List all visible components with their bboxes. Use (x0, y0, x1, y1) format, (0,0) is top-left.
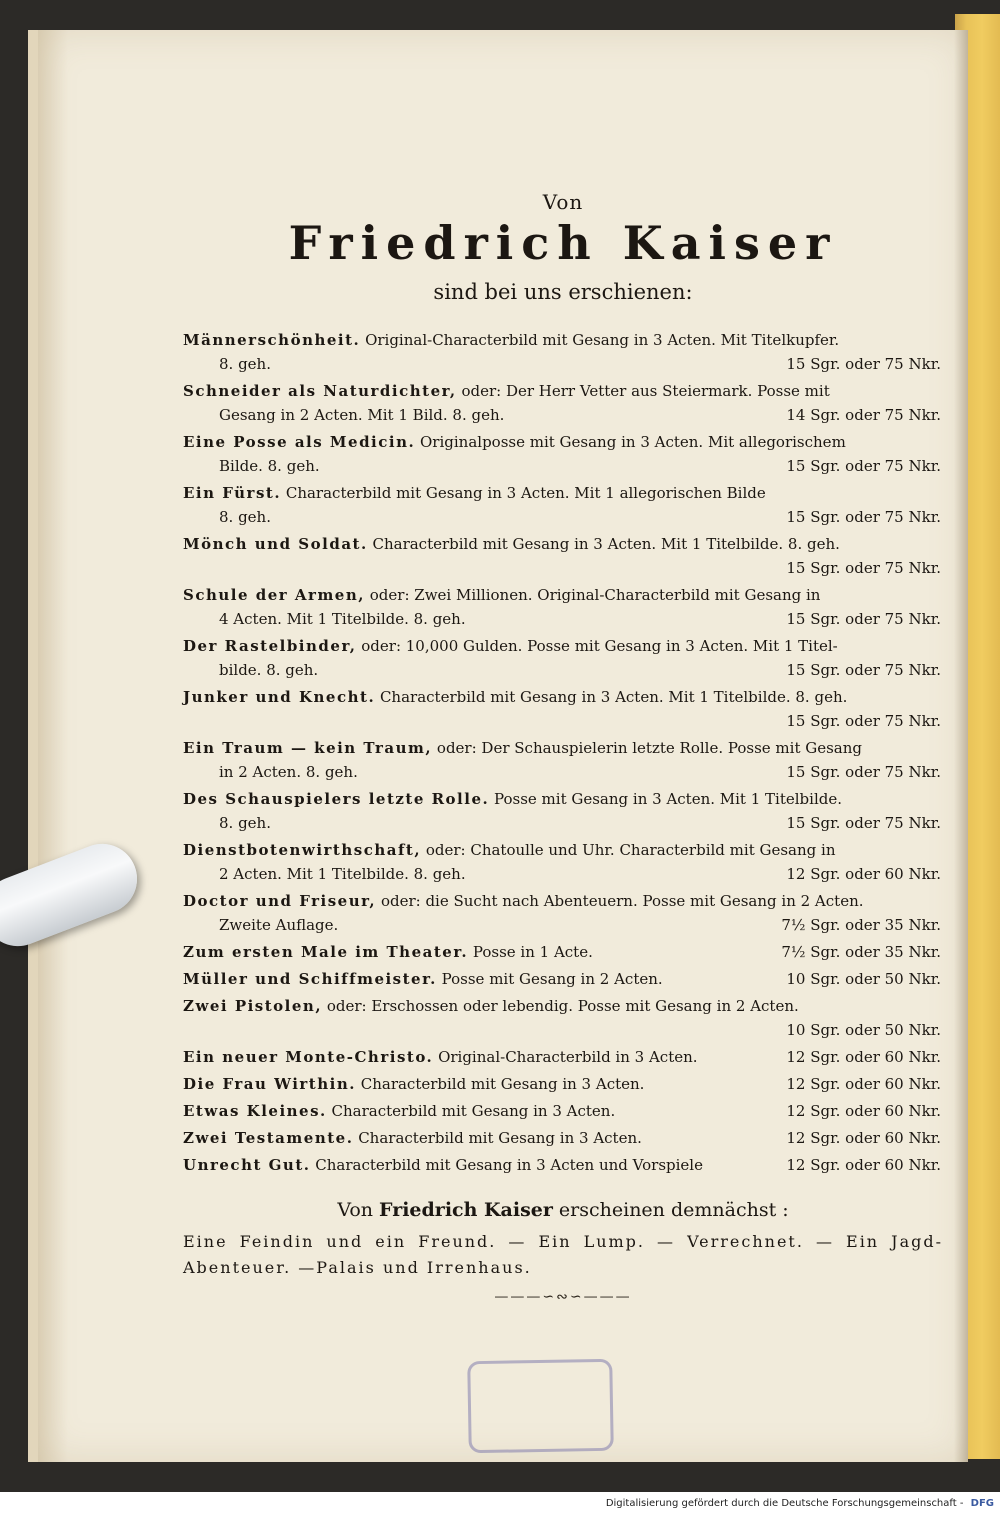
entry-title: Doctor und Friseur, (183, 892, 377, 910)
entry-continuation (183, 454, 943, 478)
entry-continuation-text: 8. geh. (219, 508, 271, 526)
forthcoming-titles: Eine Feindin und ein Freund. — Ein Lump. — Verrechnet. — Ein Jagd-Abenteuer. —Palais und Irrenhaus. (183, 1232, 943, 1277)
publication-entry (183, 481, 943, 529)
publication-entry (183, 430, 943, 478)
entry-title: Ein neuer Monte-Christo. (183, 1048, 434, 1066)
publication-entry (183, 379, 943, 427)
entry-continuation-text: 4 Acten. Mit 1 Titelbilde. 8. geh. (219, 610, 466, 628)
entry-line (183, 994, 943, 1018)
forthcoming-prefix: Von (337, 1199, 373, 1221)
entry-title: Der Rastelbinder, (183, 637, 357, 655)
entry-line (183, 328, 943, 352)
publication-entry (183, 1126, 943, 1150)
entry-title: Etwas Kleines. (183, 1102, 327, 1120)
publication-entry (183, 838, 943, 886)
entry-description: Original-Characterbild mit Gesang in 3 Acten. Mit Titelkupfer. (365, 331, 840, 349)
entry-line (183, 532, 943, 556)
publication-entry (183, 685, 943, 733)
entry-price: 15 Sgr. oder 75 Nkr. (786, 763, 941, 781)
entry-line (183, 889, 943, 913)
entry-line (183, 481, 943, 505)
entry-title: Schneider als Naturdichter, (183, 382, 457, 400)
entry-text (183, 1099, 786, 1123)
entry-title: Müller und Schiffmeister. (183, 970, 437, 988)
entry-description: Characterbild mit Gesang in 3 Acten. (358, 1129, 642, 1147)
publication-entry (183, 967, 943, 991)
entry-description: Characterbild mit Gesang in 3 Acten. (360, 1075, 645, 1093)
digitization-footer (0, 1492, 1000, 1515)
entry-description: oder: Chatoulle und Uhr. Characterbild mit Gesang in (425, 841, 836, 859)
entry-continuation-text: Bilde. 8. geh. (219, 457, 320, 475)
entry-price: 14 Sgr. oder 75 Nkr. (786, 406, 941, 424)
forthcoming-suffix: erscheinen demnächst : (558, 1199, 789, 1221)
entry-description: oder: die Sucht nach Abenteuern. Posse mit Gesang in 2 Acten. (380, 892, 864, 910)
entry-price: 10 Sgr. oder 50 Nkr. (786, 1021, 941, 1039)
entry-continuation (183, 862, 943, 886)
entry-price: 12 Sgr. oder 60 Nkr. (786, 865, 941, 883)
entry-line (183, 940, 943, 964)
entry-price: 15 Sgr. oder 75 Nkr. (786, 814, 941, 832)
ornament-divider: ———∽∾∽——— (494, 1289, 632, 1305)
entry-continuation (183, 658, 943, 682)
entry-title: Dienstbotenwirthschaft, (183, 841, 422, 859)
entry-continuation (183, 913, 943, 937)
publication-entry (183, 532, 943, 580)
author-name: Friedrich Kaiser (288, 216, 838, 270)
library-stamp (467, 1359, 614, 1454)
publication-entry (183, 583, 943, 631)
entry-description: oder: Zwei Millionen. Original-Characterbild mit Gesang in (369, 586, 821, 604)
book-page (28, 30, 968, 1462)
entry-title: Ein Traum — kein Traum, (183, 739, 433, 757)
entry-line (183, 787, 943, 811)
footer-text: Digitalisierung gefördert durch die Deutsche Forschungsgemeinschaft - (605, 1498, 964, 1509)
entry-description: Posse mit Gesang in 3 Acten. Mit 1 Titelbilde. (494, 790, 842, 808)
entry-price: 7½ Sgr. oder 35 Nkr. (781, 943, 941, 961)
entry-continuation (183, 403, 943, 427)
entry-title: Ein Fürst. (183, 484, 282, 502)
entry-continuation-text: 2 Acten. Mit 1 Titelbilde. 8. geh. (219, 865, 466, 883)
forthcoming-heading (183, 1199, 943, 1221)
entry-continuation (183, 709, 943, 733)
publication-entry (183, 787, 943, 835)
page-binding-shadow (954, 30, 968, 1462)
entry-title: Männerschönheit. (183, 331, 361, 349)
entry-continuation-text: Gesang in 2 Acten. Mit 1 Bild. 8. geh. (219, 406, 505, 424)
entry-price: 15 Sgr. oder 75 Nkr. (786, 661, 941, 679)
entry-text (183, 1045, 786, 1069)
entry-price: 12 Sgr. oder 60 Nkr. (786, 1048, 941, 1066)
entry-line (183, 685, 943, 709)
entry-line (183, 1099, 943, 1123)
entry-text (183, 1126, 786, 1150)
entry-continuation (183, 607, 943, 631)
publication-entry (183, 328, 943, 376)
entry-description: Characterbild mit Gesang in 3 Acten und Vorspiele (315, 1156, 703, 1174)
entry-title: Unrecht Gut. (183, 1156, 311, 1174)
entry-price: 12 Sgr. oder 60 Nkr. (786, 1156, 941, 1174)
entry-description: oder: Der Herr Vetter aus Steiermark. Posse mit (461, 382, 830, 400)
entry-price: 7½ Sgr. oder 35 Nkr. (781, 916, 941, 934)
publication-entry (183, 1099, 943, 1123)
entry-title: Mönch und Soldat. (183, 535, 368, 553)
entry-price: 12 Sgr. oder 60 Nkr. (786, 1075, 941, 1093)
entry-line (183, 838, 943, 862)
entry-line (183, 736, 943, 760)
publication-entry (183, 1045, 943, 1069)
entry-continuation (183, 352, 943, 376)
entry-title: Schule der Armen, (183, 586, 365, 604)
entry-price: 10 Sgr. oder 50 Nkr. (786, 970, 941, 988)
entry-line (183, 583, 943, 607)
entry-line (183, 379, 943, 403)
entry-title: Des Schauspielers letzte Rolle. (183, 790, 490, 808)
entry-line (183, 1072, 943, 1096)
entry-text (183, 940, 781, 964)
entry-continuation-text: Zweite Auflage. (219, 916, 339, 934)
entry-description: Posse in 1 Acte. (472, 943, 593, 961)
entry-description: Posse mit Gesang in 2 Acten. (441, 970, 663, 988)
publication-entry (183, 1072, 943, 1096)
entry-title: Eine Posse als Medicin. (183, 433, 416, 451)
publication-entry (183, 736, 943, 784)
page-content (183, 150, 943, 1305)
von-heading: Von (542, 190, 584, 214)
entry-line (183, 1126, 943, 1150)
entry-title: Zwei Testamente. (183, 1129, 354, 1147)
entry-description: Originalposse mit Gesang in 3 Acten. Mit allegorischem (420, 433, 846, 451)
entry-description: oder: 10,000 Gulden. Posse mit Gesang in 3 Acten. Mit 1 Titel- (361, 637, 838, 655)
entry-continuation-text: 8. geh. (219, 355, 271, 373)
entry-line (183, 634, 943, 658)
publication-list (183, 328, 943, 1177)
entry-continuation-text: in 2 Acten. 8. geh. (219, 763, 358, 781)
entry-continuation (183, 1018, 943, 1042)
entry-title: Junker und Knecht. (183, 688, 376, 706)
entry-price: 15 Sgr. oder 75 Nkr. (786, 610, 941, 628)
forthcoming-author: Friedrich Kaiser (379, 1199, 553, 1221)
entry-continuation (183, 760, 943, 784)
entry-price: 12 Sgr. oder 60 Nkr. (786, 1102, 941, 1120)
subtitle: sind bei uns erschienen: (433, 280, 693, 304)
entry-title: Zwei Pistolen, (183, 997, 323, 1015)
entry-text (183, 967, 786, 991)
entry-price: 15 Sgr. oder 75 Nkr. (786, 712, 941, 730)
entry-description: Original-Characterbild in 3 Acten. (438, 1048, 698, 1066)
entry-continuation-text: bilde. 8. geh. (219, 661, 319, 679)
publication-entry (183, 1153, 943, 1177)
entry-price: 15 Sgr. oder 75 Nkr. (786, 508, 941, 526)
entry-description: oder: Erschossen oder lebendig. Posse mit Gesang in 2 Acten. (326, 997, 799, 1015)
entry-description: Characterbild mit Gesang in 3 Acten. Mit 1 Titelbilde. 8. geh. (379, 688, 848, 706)
entry-title: Die Frau Wirthin. (183, 1075, 356, 1093)
entry-continuation (183, 811, 943, 835)
entry-title: Zum ersten Male im Theater. (183, 943, 469, 961)
entry-price: 15 Sgr. oder 75 Nkr. (786, 355, 941, 373)
entry-text (183, 1072, 786, 1096)
entry-price: 15 Sgr. oder 75 Nkr. (786, 457, 941, 475)
entry-description: Characterbild mit Gesang in 3 Acten. Mit 1 Titelbilde. 8. geh. (372, 535, 840, 553)
entry-line (183, 967, 943, 991)
entry-line (183, 430, 943, 454)
entry-description: Characterbild mit Gesang in 3 Acten. Mit 1 allegorischen Bilde (285, 484, 766, 502)
publication-entry (183, 634, 943, 682)
entry-description: Characterbild mit Gesang in 3 Acten. (331, 1102, 616, 1120)
entry-price: 15 Sgr. oder 75 Nkr. (786, 559, 941, 577)
entry-text (183, 1153, 786, 1177)
entry-continuation (183, 556, 943, 580)
entry-price: 12 Sgr. oder 60 Nkr. (786, 1129, 941, 1147)
publication-entry (183, 994, 943, 1042)
entry-line (183, 1045, 943, 1069)
page-spine-shadow (38, 30, 68, 1462)
entry-description: oder: Der Schauspielerin letzte Rolle. Posse mit Gesang (436, 739, 862, 757)
entry-continuation (183, 505, 943, 529)
entry-line (183, 1153, 943, 1177)
entry-continuation-text: 8. geh. (219, 814, 271, 832)
publication-entry (183, 889, 943, 937)
publication-entry (183, 940, 943, 964)
dfg-logo: DFG (970, 1498, 994, 1509)
